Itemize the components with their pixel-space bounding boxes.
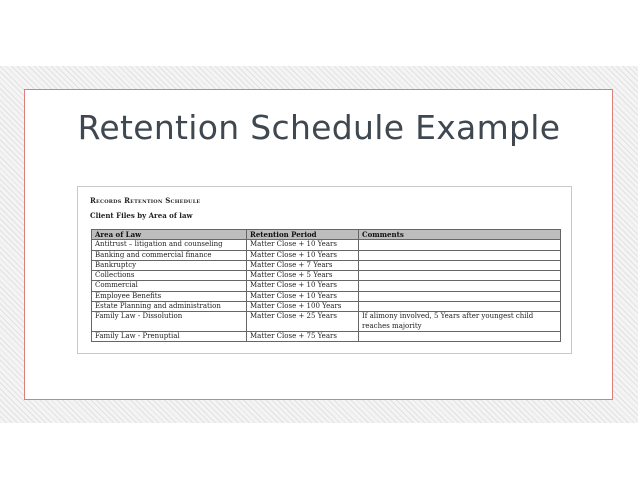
cell-comments — [359, 250, 561, 260]
cell-area: Family Law - Prenuptial — [92, 331, 247, 341]
cell-area: Employee Benefits — [92, 291, 247, 301]
table-row — [92, 281, 561, 291]
table-row — [92, 271, 561, 281]
table-row — [92, 240, 561, 250]
table-row — [92, 291, 561, 301]
cell-period: Matter Close + 10 Years — [247, 240, 359, 250]
cell-area: Collections — [92, 271, 247, 281]
cell-period: Matter Close + 5 Years — [247, 271, 359, 281]
cell-area: Antitrust – litigation and counseling — [92, 240, 247, 250]
table-row — [92, 312, 561, 332]
document-image — [77, 186, 572, 354]
cell-period: Matter Close + 75 Years — [247, 331, 359, 341]
cell-comments — [359, 240, 561, 250]
column-header-area: Area of Law — [92, 230, 247, 240]
cell-comments — [359, 291, 561, 301]
cell-period: Matter Close + 10 Years — [247, 250, 359, 260]
cell-period: Matter Close + 10 Years — [247, 291, 359, 301]
cell-comments — [359, 260, 561, 270]
cell-comments: If alimony involved, 5 Years after youngest child reaches majority — [359, 312, 561, 332]
cell-area: Family Law - Dissolution — [92, 312, 247, 332]
cell-area: Banking and commercial finance — [92, 250, 247, 260]
slide-title: Retention Schedule Example — [77, 108, 561, 147]
table-header-row — [92, 230, 561, 240]
document-heading: Records Retention Schedule — [90, 196, 201, 205]
table-row — [92, 302, 561, 312]
cell-area: Commercial — [92, 281, 247, 291]
retention-table — [91, 229, 561, 342]
cell-comments — [359, 331, 561, 341]
table-row — [92, 260, 561, 270]
cell-comments — [359, 271, 561, 281]
table-row — [92, 250, 561, 260]
cell-period: Matter Close + 10 Years — [247, 281, 359, 291]
cell-area: Bankruptcy — [92, 260, 247, 270]
table-row — [92, 331, 561, 341]
document-subheading: Client Files by Area of law — [90, 211, 193, 220]
cell-area: Estate Planning and administration — [92, 302, 247, 312]
cell-period: Matter Close + 7 Years — [247, 260, 359, 270]
cell-period: Matter Close + 100 Years — [247, 302, 359, 312]
column-header-comments: Comments — [359, 230, 561, 240]
cell-period: Matter Close + 25 Years — [247, 312, 359, 332]
cell-comments — [359, 302, 561, 312]
column-header-period: Retention Period — [247, 230, 359, 240]
cell-comments — [359, 281, 561, 291]
